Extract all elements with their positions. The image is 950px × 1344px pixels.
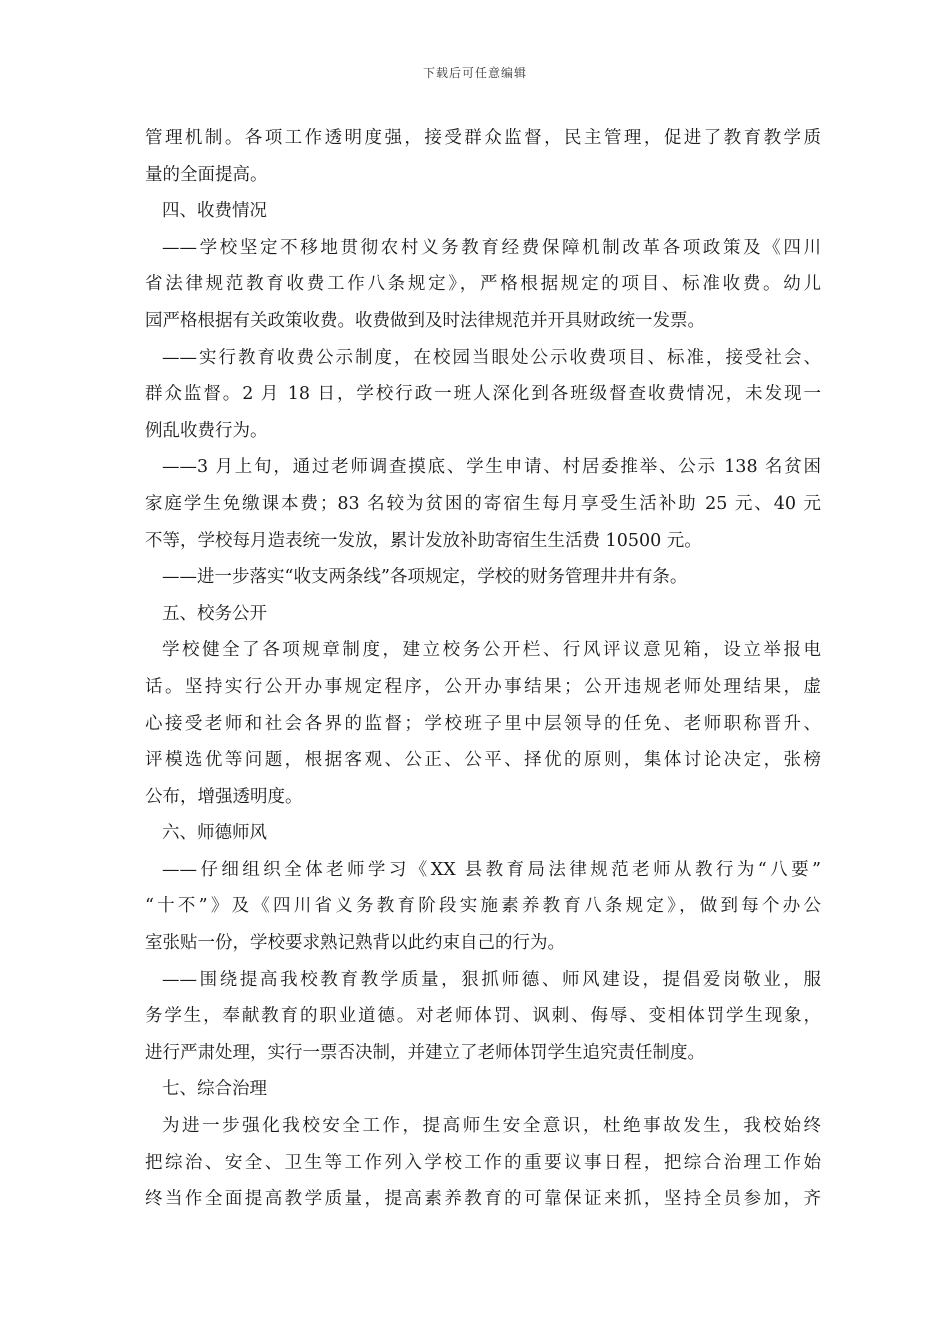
text-line: 例乱收费行为。 [145,420,268,441]
text-line: 家庭学生免缴课本费；83 名较为贫困的寄宿生每月享受生活补助 25 元、40 元 [145,493,821,514]
text-line: 六、师德师风 [162,823,267,844]
text-line: ——仔细组织全体老师学习《XX 县教育局法律规范老师从教行为“八要” [162,859,821,880]
text-line: “十不”》及《四川省义务教育阶段实施素养教育八条规定》，做到每个办公 [145,896,821,917]
text-line: 园严格根据有关政策收费。收费做到及时法律规范并开具财政统一发票。 [145,310,705,331]
text-line: ——实行教育收费公示制度，在校园当眼处公示收费项目、标准，接受社会、 [162,347,821,368]
text-line: 管理机制。各项工作透明度强，接受群众监督，民主管理，促进了教育教学质 [145,128,821,148]
text-line: 群众监督。2 月 18 日，学校行政一班人深化到各班级督查收费情况，未发现一 [145,384,821,405]
text-line: ——进一步落实“收支两条线”各项规定，学校的财务管理井井有条。 [162,567,688,588]
text-line: 进行严肃处理，实行一票否决制，并建立了老师体罚学生追究责任制度。 [145,1042,705,1063]
text-line: 室张贴一份，学校要求熟记熟背以此约束自己的行为。 [145,933,565,954]
text-line: 为进一步强化我校安全工作，提高师生安全意识，杜绝事故发生，我校始终 [162,1116,821,1137]
text-line: 四、收费情况 [162,201,267,222]
text-line: 务学生，奉献教育的职业道德。对老师体罚、讽刺、侮辱、变相体罚学生现象， [145,1006,821,1027]
text-line: 评模选优等问题，根据客观、公正、公平、择优的原则，集体讨论决定，张榜 [145,750,821,771]
text-line: 公布，增强透明度。 [145,786,303,807]
text-line: 学校健全了各项规章制度，建立校务公开栏、行风评议意见箱，设立举报电 [162,640,821,661]
text-line: 省法律规范教育收费工作八条规定》，严格根据规定的项目、标准收费。幼儿 [145,274,821,295]
text-line: ——围绕提高我校教育教学质量，狠抓师德、师风建设，提倡爱岗敬业，服 [162,969,821,990]
text-line: ——学校坚定不移地贯彻农村义务教育经费保障机制改革各项政策及《四川 [162,237,821,258]
text-line: 五、校务公开 [162,603,267,624]
text-line: 七、综合治理 [162,1079,267,1100]
text-line: 量的全面提高。 [145,164,268,185]
text-line: 心接受老师和社会各界的监督；学校班子里中层领导的任免、老师职称晋升、 [145,713,821,734]
text-line: ——3 月上旬，通过老师调查摸底、学生申请、村居委推举、公示 138 名贫困 [162,457,821,478]
text-line: 终当作全面提高教学质量，提高素养教育的可靠保证来抓，坚持全员参加，齐 [145,1189,821,1210]
document-body [145,120,821,1218]
text-line: 话。坚持实行公开办事规定程序，公开办事结果；公开违规老师处理结果，虚 [145,676,821,697]
page-header: 下载后可任意编辑 [422,66,527,80]
text-line: 把综治、安全、卫生等工作列入学校工作的重要议事日程，把综合治理工作始 [145,1152,821,1173]
text-line: 不等，学校每月造表统一发放，累计发放补助寄宿生生活费 10500 元。 [145,530,702,551]
